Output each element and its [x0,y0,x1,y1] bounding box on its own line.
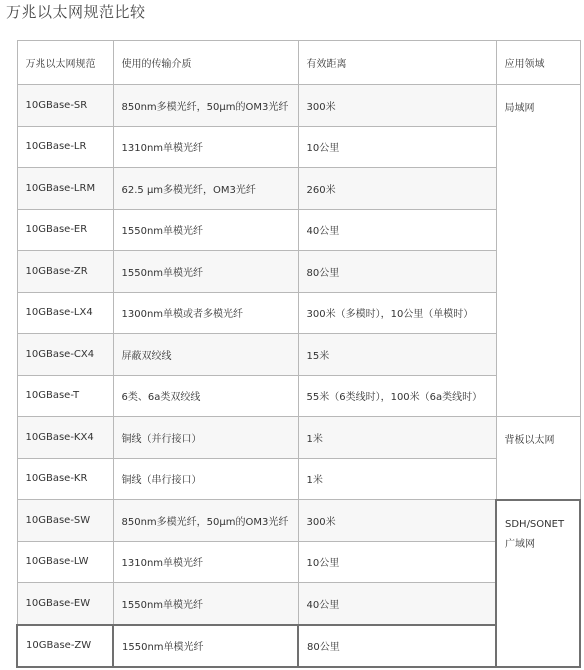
spec-cell: 10GBase-EW [17,583,113,625]
medium-cell: 铜线（串行接口） [113,458,298,500]
application-label: SDH/SONET [505,518,565,530]
distance-cell: 260米 [298,168,496,210]
application-cell-sdh [496,500,580,668]
medium-cell: 1310nm单模光纤 [113,126,298,168]
table-row [17,583,580,625]
table-row [17,417,580,459]
medium-cell: 1550nm单模光纤 [113,583,298,625]
distance-cell: 300米 [298,85,496,127]
table-row [17,625,580,668]
distance-cell: 80公里 [298,251,496,293]
spec-cell: 10GBase-ER [17,209,113,251]
medium-cell: 1310nm单模光纤 [113,541,298,583]
header-cell: 有效距离 [298,41,496,85]
table-row [17,85,580,127]
application-cell-lan [496,85,580,417]
distance-cell: 300米 [298,500,496,542]
table-row [17,500,580,542]
distance-cell: 40公里 [298,583,496,625]
spec-cell: 10GBase-SR [17,85,113,127]
medium-cell: 铜线（并行接口） [113,417,298,459]
spec-cell: 10GBase-T [17,375,113,417]
table-row [17,209,580,251]
spec-cell: 10GBase-ZR [17,251,113,293]
table-row [17,168,580,210]
application-label: 局域网 [504,103,535,114]
spec-cell: 10GBase-LW [17,541,113,583]
distance-cell: 40公里 [298,209,496,251]
table-row [17,334,580,376]
distance-cell: 55米（6类线时），100米（6a类线时） [298,375,496,417]
header-cell: 使用的传输介质 [113,41,298,85]
table-row [17,458,580,500]
header-cell: 应用领域 [496,41,580,85]
distance-cell: 80公里 [298,625,496,668]
medium-cell: 850nm多模光纤，50μm的OM3光纤 [113,85,298,127]
distance-cell: 10公里 [298,541,496,583]
medium-cell: 62.5 μm多模光纤，OM3光纤 [113,168,298,210]
table-header-row [17,41,580,85]
medium-cell: 6类、6a类双绞线 [113,375,298,417]
medium-cell: 850nm多模光纤，50μm的OM3光纤 [113,500,298,542]
spec-cell: 10GBase-ZW [17,625,113,668]
spec-comparison-table [16,40,581,668]
spec-cell: 10GBase-SW [17,500,113,542]
table-row [17,375,580,417]
distance-cell: 15米 [298,334,496,376]
table-row [17,292,580,334]
spec-cell: 10GBase-KX4 [17,417,113,459]
medium-cell: 1550nm单模光纤 [113,625,298,668]
medium-cell: 屏蔽双绞线 [113,334,298,376]
medium-cell: 1300nm单模或者多模光纤 [113,292,298,334]
table-row [17,126,580,168]
distance-cell: 1米 [298,458,496,500]
application-label: 背板以太网 [504,435,555,446]
medium-cell: 1550nm单模光纤 [113,251,298,293]
application-label: 广域网 [505,538,535,550]
table-row [17,541,580,583]
page-title: 万兆以太网规范比较 [6,3,146,21]
distance-cell: 10公里 [298,126,496,168]
distance-cell: 1米 [298,417,496,459]
spec-cell: 10GBase-LRM [17,168,113,210]
spec-cell: 10GBase-LR [17,126,113,168]
spec-cell: 10GBase-LX4 [17,292,113,334]
application-cell-backplane [496,417,580,500]
medium-cell: 1550nm单模光纤 [113,209,298,251]
distance-cell: 300米（多模时），10公里（单模时） [298,292,496,334]
table-row [17,251,580,293]
header-cell: 万兆以太网规范 [17,41,113,85]
spec-cell: 10GBase-CX4 [17,334,113,376]
spec-cell: 10GBase-KR [17,458,113,500]
